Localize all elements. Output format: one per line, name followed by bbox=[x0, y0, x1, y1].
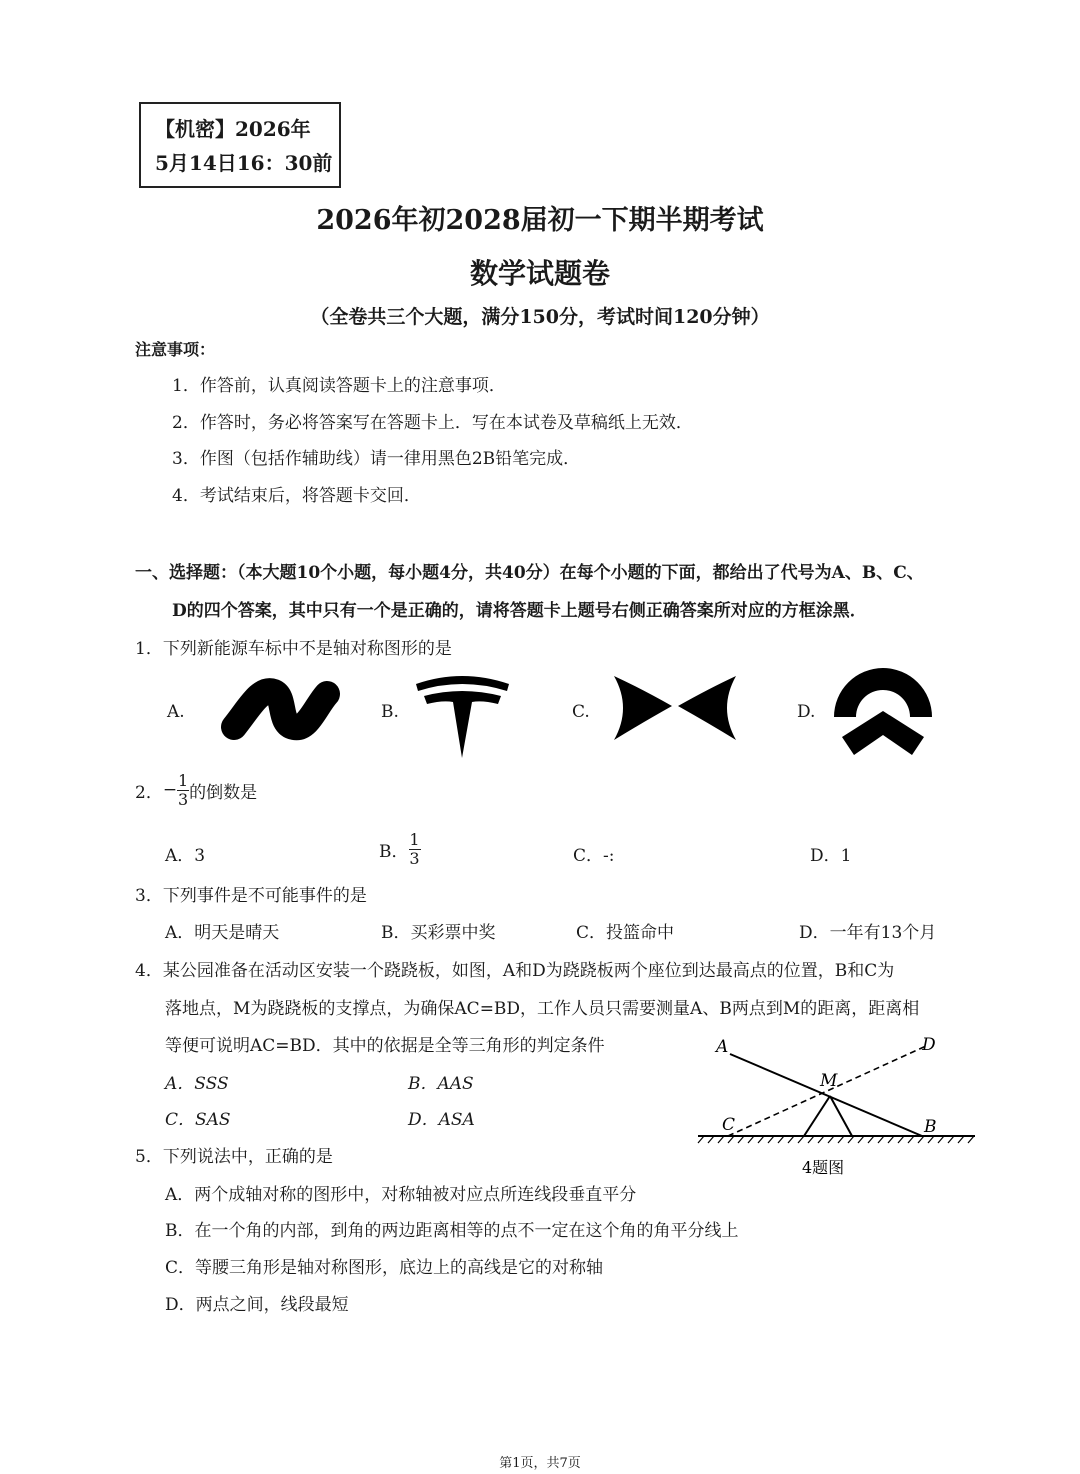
ground-hatching bbox=[698, 1136, 974, 1143]
support-left bbox=[804, 1096, 830, 1136]
q1-option-c-label: C. bbox=[572, 702, 590, 722]
q2-option-b bbox=[379, 826, 421, 872]
q5-option-b: B．在一个角的内部，到角的两边距离相等的点不一定在这个角的角平分线上 bbox=[165, 1221, 739, 1241]
q3-option-c: C．投篮命中 bbox=[576, 923, 675, 943]
confidential-line2: 5月14日16：30前 bbox=[155, 151, 333, 175]
q4-stem-line2: 落地点，M为跷跷板的支撑点，为确保AC=BD，工作人员只需要测量A、B两点到M的距离，距离相 bbox=[165, 999, 920, 1019]
section1-instructions-line1: 一、选择题：（本大题10个小题，每小题4分，共40分）在每个小题的下面，都给出了代号为A、B、C、 bbox=[135, 563, 924, 583]
q5-option-a: A．两个成轴对称的图形中，对称轴被对应点所连线段垂直平分 bbox=[165, 1185, 637, 1205]
notice-item: 1．作答前，认真阅读答题卡上的注意事项． bbox=[172, 376, 506, 396]
q2-option-b-denominator: 3 bbox=[409, 848, 420, 868]
q2-option-b-fraction bbox=[409, 831, 421, 868]
notice-item: 3．作图（包括作辅助线）请一律用黑色2B铅笔完成． bbox=[172, 449, 581, 469]
q1-option-b-label: B. bbox=[381, 702, 399, 722]
q1-option-d-label: D. bbox=[797, 702, 816, 722]
q2-fraction-numerator: 1 bbox=[177, 770, 189, 790]
q1-option-a-label: A. bbox=[167, 702, 185, 722]
page-footer: 第1页，共7页 bbox=[499, 1456, 581, 1471]
notice-heading: 注意事项： bbox=[135, 340, 216, 359]
point-b-label: B bbox=[924, 1117, 937, 1137]
subject-title: 数学试题卷 bbox=[469, 257, 610, 290]
q2-option-a: A．3 bbox=[165, 846, 206, 866]
q5-stem: 5．下列说法中，正确的是 bbox=[135, 1147, 333, 1167]
q4-seesaw-figure bbox=[690, 1032, 985, 1192]
point-a-label: A bbox=[716, 1037, 729, 1057]
figure-caption: 4题图 bbox=[802, 1158, 845, 1177]
confidential-line1: 【机密】2026年 bbox=[155, 117, 311, 141]
point-m-label: M bbox=[820, 1071, 838, 1091]
q4-stem-line1: 4．某公园准备在活动区安装一个跷跷板，如图，A和D为跷跷板两个座位到达最高点的位置，B和C为 bbox=[135, 961, 895, 981]
q2-minus-sign: − bbox=[162, 780, 178, 800]
q4-option-a: A．SSS bbox=[165, 1074, 229, 1094]
logo-d-dome-icon bbox=[828, 665, 938, 761]
q5-option-c: C．等腰三角形是轴对称图形，底边上的高线是它的对称轴 bbox=[165, 1258, 604, 1278]
confidential-box bbox=[139, 102, 341, 188]
q4-option-b: B．AAS bbox=[408, 1074, 474, 1094]
q2-fraction-denominator: 3 bbox=[177, 789, 189, 809]
logo-b-t-icon bbox=[410, 666, 515, 762]
q2-stem-tail: 的倒数是 bbox=[189, 782, 258, 803]
exam-subtitle: （全卷共三个大题，满分150分，考试时间120分钟） bbox=[310, 306, 770, 328]
q4-option-d: D．ASA bbox=[408, 1110, 475, 1130]
section1-instructions-line2: D的四个答案，其中只有一个是正确的，请将答题卡上题号右侧正确答案所对应的方框涂黑． bbox=[172, 601, 867, 621]
segment-ab bbox=[730, 1054, 922, 1136]
q1-stem: 1．下列新能源车标中不是轴对称图形的是 bbox=[135, 639, 452, 659]
q3-option-d: D．一年有13个月 bbox=[799, 923, 937, 943]
segment-cd-dashed bbox=[728, 1046, 926, 1136]
logo-c-x-icon bbox=[610, 672, 740, 744]
q2-option-b-label: B． bbox=[379, 841, 409, 862]
logo-a-wave-icon bbox=[212, 672, 347, 747]
q4-option-c: C．SAS bbox=[165, 1110, 231, 1130]
q4-stem-line3: 等便可说明AC=BD．其中的依据是全等三角形的判定条件 bbox=[165, 1036, 605, 1056]
q3-option-b: B．买彩票中奖 bbox=[381, 923, 496, 943]
q2-fraction bbox=[177, 772, 189, 809]
notice-item: 2．作答时，务必将答案写在答题卡上．写在本试卷及草稿纸上无效． bbox=[172, 413, 693, 433]
exam-title: 2026年初2028届初一下期半期考试 bbox=[316, 205, 764, 236]
q3-stem: 3．下列事件是不可能事件的是 bbox=[135, 886, 367, 906]
point-c-label: C bbox=[722, 1115, 736, 1135]
notice-item: 4．考试结束后，将答题卡交回． bbox=[172, 486, 421, 506]
point-d-label: D bbox=[922, 1035, 936, 1055]
q2-option-d: D．1 bbox=[810, 846, 852, 866]
q2-stem bbox=[135, 767, 257, 813]
q2-option-c: C．-: bbox=[573, 846, 615, 866]
q2-option-b-numerator: 1 bbox=[409, 829, 420, 849]
q2-number: 2． bbox=[135, 782, 163, 803]
q5-option-d: D．两点之间，线段最短 bbox=[165, 1295, 349, 1315]
q3-option-a: A．明天是晴天 bbox=[165, 923, 280, 943]
